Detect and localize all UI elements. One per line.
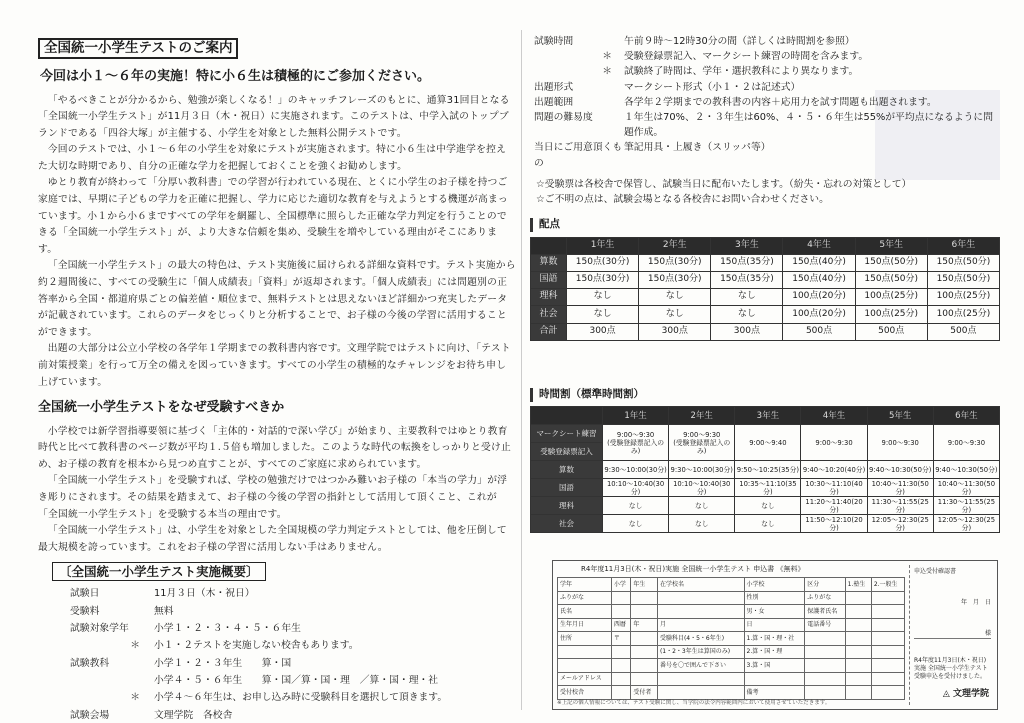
form-cell [845, 645, 871, 659]
score-subject: 合計 [531, 323, 567, 340]
form-cell [845, 659, 871, 673]
why-section [38, 424, 516, 557]
why-paragraph: 「全国統一小学生テスト」は、小学生を対象とした全国規模の学力判定テストとしては、他を圧倒して最大規模を誇っています。これをお子様の学習に活用しない手はありません。 [38, 525, 507, 553]
note-item: ☆受験票は各校舎で保管し、試験当日に配布いたします。（紛失・忘れの対策として） [536, 178, 912, 190]
info-row [530, 64, 1000, 79]
intro-paragraph: 出題の大部分は公立小学校の各学年１学期までの教科書内容です。文理学院ではテストに向け、「テスト前対策授業」を行って万全の備えを図っていきます。すべての小学生の積極的なチャレンジをお待ち申し上げています。 [38, 343, 511, 388]
form-cell [611, 686, 631, 700]
timetable-cell: なし [735, 515, 801, 533]
why-heading: 全国統一小学生テストをなぜ受験すべきか [38, 400, 285, 416]
score-cell: なし [567, 306, 639, 323]
form-row [558, 672, 905, 686]
outline-value: 小１・２テストを実施しない校舎もあります。 [154, 640, 359, 652]
form-cell [611, 659, 631, 673]
intro-paragraph: 「やるべきことが分かるから、勉強が楽しくなる！」のキャッチフレーズのもとに、通算31回目となる「全国統一小学生テスト」が11月３日（木・祝日）に実施されます。このテストは、中学入試のトップブランドである「四谷大塚」が主催する、小学生を対象とした無料公開テストです。 [38, 94, 510, 139]
form-cell [871, 672, 904, 686]
left-column [38, 38, 516, 723]
timetable-cell: 10:30〜11:10(40分) [801, 479, 867, 497]
form-cell [805, 659, 845, 673]
form-cell [805, 632, 845, 646]
info-star: ＊ [602, 66, 612, 78]
timetable-title: 時間割（標準時間割） [539, 387, 644, 400]
form-cell [871, 632, 904, 646]
form-cell: ふりがな [558, 591, 612, 605]
form-cell: 年 [631, 618, 658, 632]
form-cell [631, 645, 658, 659]
info-label: 出題形式 [534, 81, 574, 93]
form-cell: 生年月日 [558, 618, 612, 632]
form-cell [871, 659, 904, 673]
table-row [531, 461, 1000, 479]
timetable-cell: 10:40〜11:30(50分) [933, 479, 999, 497]
score-header-cell: 5年生 [855, 237, 927, 254]
form-cell [845, 632, 871, 646]
score-cell: 150点(30分) [639, 271, 711, 288]
form-row [558, 578, 905, 592]
right-column [530, 34, 1000, 533]
score-cell: なし [639, 306, 711, 323]
form-cell [845, 591, 871, 605]
outline-title: 〔全国統一小学生テスト実施概要〕 [52, 562, 266, 581]
table-row [531, 254, 1000, 271]
outline-star: ＊ [130, 640, 140, 652]
info-value: 午前９時〜12時30分の間（詳しくは時間割を参照） [624, 36, 855, 47]
info-value: 受験登録票記入、マークシート練習の時間を含みます。 [624, 51, 869, 63]
outline-row [70, 585, 516, 602]
outline-label: 試験教科 [70, 657, 110, 669]
score-header-cell: 1年生 [567, 237, 639, 254]
score-header-cell: 6年生 [927, 237, 999, 254]
form-cell [631, 632, 658, 646]
outline-star: ＊ [130, 692, 140, 704]
timetable-label: 理科 [531, 497, 603, 515]
form-cell: 電話番号 [805, 618, 845, 632]
info-star: ＊ [602, 51, 612, 63]
timetable-cell: 9:00〜9:30 [867, 425, 933, 461]
form-row [558, 686, 905, 700]
score-cell: なし [711, 289, 783, 306]
timetable-cell: なし [669, 515, 735, 533]
form-cell [611, 605, 631, 619]
form-cell: 性別 [744, 591, 805, 605]
outline-row [70, 655, 516, 672]
form-cell: 備考 [744, 686, 805, 700]
form-cell: 日 [744, 618, 805, 632]
form-cell: メールアドレス [558, 672, 612, 686]
outline-value: 11月３日（木・祝日） [154, 588, 255, 600]
form-cell: 2.一般生 [871, 578, 904, 592]
form-cell: ふりがな [805, 591, 845, 605]
info-value: マークシート形式（小１・２は記述式） [624, 81, 801, 93]
form-cell: 氏名 [558, 605, 612, 619]
form-cell [558, 645, 612, 659]
score-cell: 150点(35分) [711, 271, 783, 288]
form-cell: 〒 [611, 632, 631, 646]
timetable-cell: 9:00〜9:30 [933, 425, 999, 461]
score-cell: 150点(50分) [927, 254, 999, 271]
info-label: 当日にご用意頂くもの [534, 142, 623, 169]
form-cell [657, 591, 744, 605]
timetable-header-cell: 5年生 [867, 407, 933, 425]
form-cell: 男・女 [744, 605, 805, 619]
form-cell [871, 591, 904, 605]
timetable-cell: 12:05〜12:30(25分) [933, 515, 999, 533]
score-cell: 500点 [927, 323, 999, 340]
timetable-cell: 9:40〜10:20(40分) [801, 461, 867, 479]
form-cell [657, 605, 744, 619]
info-row [530, 110, 1000, 140]
form-cell: 小学校 [744, 578, 805, 592]
timetable-section-heading [530, 387, 1000, 403]
outline-list [70, 585, 516, 723]
form-cell [805, 672, 845, 686]
form-cell [871, 618, 904, 632]
timetable-cell: 9:00〜9:30 (受験登録票記入のみ) [603, 425, 669, 461]
form-cell [631, 591, 658, 605]
form-row [558, 632, 905, 646]
timetable-cell: 10:10〜10:40(30分) [669, 479, 735, 497]
notes [530, 177, 1000, 207]
timetable-cell: 9:00〜9:40 [735, 425, 801, 461]
form-cell: 月 [657, 618, 744, 632]
timetable-header-cell: 1年生 [603, 407, 669, 425]
table-row [531, 289, 1000, 306]
timetable-cell: 9:00〜9:30 [801, 425, 867, 461]
timetable-cell: 9:40〜10:30(50分) [867, 461, 933, 479]
score-cell: 100点(25分) [855, 306, 927, 323]
timetable-cell: 11:20〜11:40(20分) [801, 497, 867, 515]
form-cell [871, 605, 904, 619]
info-row [530, 95, 1000, 110]
outline-value: 小学４〜６年生は、お申し込み時に受験科目を選択して頂きます。 [154, 692, 448, 704]
score-cell: なし [567, 289, 639, 306]
form-row [558, 618, 905, 632]
timetable-header-cell: 4年生 [801, 407, 867, 425]
timetable-cell: 11:50〜12:10(20分) [801, 515, 867, 533]
form-cell: 1.塾生 [845, 578, 871, 592]
receipt-slip [909, 565, 995, 705]
score-title: 配点 [539, 217, 560, 230]
outline-label: 試験日 [70, 588, 100, 600]
timetable-cell: 11:30〜11:55(25分) [867, 497, 933, 515]
form-cell [611, 672, 631, 686]
score-header-cell: 2年生 [639, 237, 711, 254]
timetable-cell: なし [735, 497, 801, 515]
timetable-cell: 10:40〜11:30(50分) [867, 479, 933, 497]
form-header: R4年度11月3日(木・祝日)実施 全国統一小学生テスト 申込書 《無料》 [581, 565, 805, 573]
timetable-header-cell: 6年生 [933, 407, 999, 425]
timetable-cell: 10:10〜10:40(30分) [603, 479, 669, 497]
timetable-cell: 9:30〜10:00(30分) [669, 461, 735, 479]
timetable-label: マークシート練習 [531, 425, 603, 443]
form-cell [631, 672, 658, 686]
score-cell: 500点 [783, 323, 855, 340]
outline-row [70, 672, 516, 689]
timetable-cell: 11:30〜11:55(25分) [933, 497, 999, 515]
score-table [530, 237, 1000, 341]
score-cell: 150点(50分) [855, 271, 927, 288]
intro-section [38, 93, 516, 392]
table-row [531, 425, 1000, 443]
form-cell: 小学 [611, 578, 631, 592]
score-cell: 100点(25分) [927, 306, 999, 323]
score-cell: 300点 [567, 323, 639, 340]
outline-row [70, 620, 516, 637]
info-row [530, 34, 1000, 49]
score-cell: 100点(20分) [783, 289, 855, 306]
form-cell: 年生 [631, 578, 658, 592]
timetable-label: 社会 [531, 515, 603, 533]
table-row [531, 515, 1000, 533]
form-cell [805, 686, 845, 700]
form-footer: ※上記の個人情報については、テスト受験に関し、当学院の法令内容範囲内において使用させていただきます。 [557, 699, 831, 706]
timetable-cell: 10:35〜11:10(35分) [735, 479, 801, 497]
timetable-header-cell: 3年生 [735, 407, 801, 425]
table-row [531, 271, 1000, 288]
info-row [530, 140, 1000, 170]
receipt-title: 申込受付確認書 [914, 568, 957, 575]
timetable-cell: 9:50〜10:25(35分) [735, 461, 801, 479]
info-label: 試験時間 [534, 36, 574, 47]
outline-row [70, 603, 516, 620]
score-cell: 150点(30分) [639, 254, 711, 271]
form-cell: 在学校名 [657, 578, 744, 592]
score-cell: 150点(30分) [567, 271, 639, 288]
info-value: 筆記用具・上履き（スリッパ等） [624, 142, 771, 154]
application-form [552, 560, 998, 710]
timetable-label: 国語 [531, 479, 603, 497]
form-cell [845, 672, 871, 686]
form-grid [557, 577, 905, 700]
score-cell: 150点(40分) [783, 271, 855, 288]
outline-value: 小学４・５・６年生 算・国／算・国・理 ／算・国・理・社 [154, 674, 439, 686]
score-cell: 150点(50分) [855, 254, 927, 271]
score-cell: 100点(20分) [783, 306, 855, 323]
form-cell: 学年 [558, 578, 612, 592]
form-cell: 番号を〇で囲んで下さい [657, 659, 744, 673]
table-row [531, 497, 1000, 515]
form-cell [845, 605, 871, 619]
form-cell [805, 645, 845, 659]
form-cell [657, 686, 744, 700]
center-fold-line [521, 30, 522, 710]
form-row [558, 645, 905, 659]
timetable [530, 406, 1000, 533]
outline-value: 小学１・２・３年生 算・国 [154, 657, 292, 669]
form-cell [631, 605, 658, 619]
score-cell: 300点 [639, 323, 711, 340]
outline-label: 試験会場 [70, 709, 110, 721]
form-cell [611, 591, 631, 605]
score-subject: 国語 [531, 271, 567, 288]
score-cell: 500点 [855, 323, 927, 340]
logo-mark-icon: ◬ [942, 688, 953, 699]
form-row [558, 659, 905, 673]
score-cell: 300点 [711, 323, 783, 340]
timetable-cell: なし [603, 515, 669, 533]
form-row [558, 591, 905, 605]
timetable-cell: 9:30〜10:00(30分) [603, 461, 669, 479]
note-item: ☆ご不明の点は、試験会場となる各校舎にお問い合わせください。 [536, 193, 829, 205]
form-cell: 受付校舎 [558, 686, 612, 700]
outline-label: 受験料 [70, 605, 100, 617]
form-cell [611, 645, 631, 659]
form-row [558, 605, 905, 619]
intro-paragraph: 「全国統一小学生テスト」の最大の特色は、テスト実施後に届けられる詳細な資料です。テスト実施から約２週間後に、すべての受験生に「個人成績表」「資料」が返却されます。「個人成績表」には問題別の正答率から全国・都道府県ごとの偏差値・順位まで、無料テストとは思えないほど詳細かつ充実したデータが記載されています。これらのデータをじっくりと分析することで、お子様の今後の学習に活用することができます。 [38, 260, 516, 338]
form-cell: 西暦 [611, 618, 631, 632]
timetable-label: 算数 [531, 461, 603, 479]
section-marker [530, 388, 533, 402]
section-marker [530, 218, 533, 232]
form-cell [845, 686, 871, 700]
receipt-note: R4年度11月3日(木・祝日)実施 全国統一小学生テスト 受験申込を受付けました。 [914, 657, 988, 680]
form-cell: 3.算・国 [744, 659, 805, 673]
info-row [530, 80, 1000, 95]
receipt-name: 様 [914, 629, 991, 639]
score-subject: 算数 [531, 254, 567, 271]
school-logo [943, 688, 989, 702]
score-header-cell: 3年生 [711, 237, 783, 254]
score-cell: 150点(40分) [783, 254, 855, 271]
score-header-cell [531, 237, 567, 254]
form-cell [558, 659, 612, 673]
info-label: 出題範囲 [534, 96, 574, 108]
info-value: １年生は70%、２・３年生は60%、４・５・６年生は55%が平均点になるように問題作成。 [624, 112, 994, 139]
score-cell: なし [711, 306, 783, 323]
form-cell [744, 672, 805, 686]
logo-text: 文理学院 [952, 688, 989, 699]
outline-row [70, 637, 516, 654]
info-value: 試験終了時間は、学年・選択教科により異なります。 [624, 66, 859, 78]
form-cell: 保護者氏名 [805, 605, 845, 619]
outline-value: 無料 [154, 605, 174, 617]
form-cell: 2.算・国・理 [744, 645, 805, 659]
form-cell [871, 686, 904, 700]
intro-paragraph: ゆとり教育が終わって「分厚い教科書」での学習が行われている現在、とくに小学生のお子様を持つご家庭では、早期に子どもの学力を正確に把握し、学力に応じた適切な教育を与えようとする機運が高まっています。小１から小６まですべての学年を網羅し、全国標準に照らした正確な学力判定を行うことのできる「全国統一小学生テスト」が、より大きな信頼を集め、受験生を増やしている理由がそこにあります。 [38, 177, 508, 255]
table-row [531, 323, 1000, 340]
timetable-cell: なし [669, 497, 735, 515]
form-cell: 受験科目(4・5・6年生) [657, 632, 744, 646]
score-section-heading [530, 217, 1000, 233]
score-header-cell: 4年生 [783, 237, 855, 254]
timetable-header-cell [531, 407, 603, 425]
score-cell: 100点(25分) [927, 289, 999, 306]
form-cell [871, 645, 904, 659]
why-paragraph: 「全国統一小学生テスト」を受験すれば、学校の勉強だけではつかみ難いお子様の「本当の学力」が浮き彫りにされます。その結果を踏まえて、お子様の今後の学習の指針として活用して頂くこと、これが「全国統一小学生テスト」を受験する本当の理由です。 [38, 475, 508, 520]
form-cell [657, 672, 744, 686]
form-cell [845, 618, 871, 632]
timetable-cell: 9:40〜10:30(50分) [933, 461, 999, 479]
info-row [530, 49, 1000, 64]
form-cell: 住所 [558, 632, 612, 646]
intro-paragraph: 今回のテストでは、小１〜６年の小学生を対象にテストが実施されます。特に小６生は中学進学を控えた大切な時期であり、自分の正確な学力を把握しておくことを強くお勧めします。 [38, 144, 507, 172]
outline-value: 文理学院 各校舎 [154, 709, 233, 721]
receipt-date: 年 月 日 [960, 599, 991, 606]
why-paragraph: 小学校では新学習指導要領に基づく「主体的・対話的で深い学び」が始まり、主要教科ではゆとり教育時代と比べて教科書のページ数が平均１.５倍も増加しました。このような時代の転換をしっかりと受け止め、お子様の教育を根本から見つめ直すことが、すべてのご家庭に求められています。 [38, 425, 511, 470]
info-value: 各学年２学期までの教科書の内容＋応用力を試す問題も出題されます。 [624, 96, 937, 108]
info-label: 問題の難易度 [534, 112, 593, 124]
score-subject: 社会 [531, 306, 567, 323]
form-cell: 受付者 [631, 686, 658, 700]
form-cell: 1.算・国・理・社 [744, 632, 805, 646]
timetable-cell: 12:05〜12:30(25分) [867, 515, 933, 533]
score-cell: 150点(35分) [711, 254, 783, 271]
score-cell: 150点(30分) [567, 254, 639, 271]
document-title: 全国統一小学生テストのご案内 [38, 38, 238, 59]
table-row [531, 479, 1000, 497]
score-cell: 150点(50分) [927, 271, 999, 288]
timetable-label: 受験登録票記入 [531, 443, 603, 461]
timetable-header-cell: 2年生 [669, 407, 735, 425]
form-cell: 区分 [805, 578, 845, 592]
form-cell: (1・2・3年生は算国のみ) [657, 645, 744, 659]
score-cell: なし [639, 289, 711, 306]
timetable-cell: なし [603, 497, 669, 515]
timetable-cell: 9:00〜9:30 (受験登録票記入のみ) [669, 425, 735, 461]
table-row [531, 306, 1000, 323]
form-cell [631, 659, 658, 673]
outline-label [70, 672, 154, 689]
outline-value: 小学１・２・３・４・５・６年生 [154, 623, 301, 635]
outline-row [70, 689, 516, 706]
exam-info-list [530, 34, 1000, 171]
score-cell: 100点(25分) [855, 289, 927, 306]
score-subject: 理科 [531, 289, 567, 306]
outline-row [70, 707, 516, 723]
outline-label: 試験対象学年 [70, 623, 129, 635]
headline: 今回は小１〜６年の実施！特に小６生は積極的にご参加ください。 [40, 69, 431, 84]
